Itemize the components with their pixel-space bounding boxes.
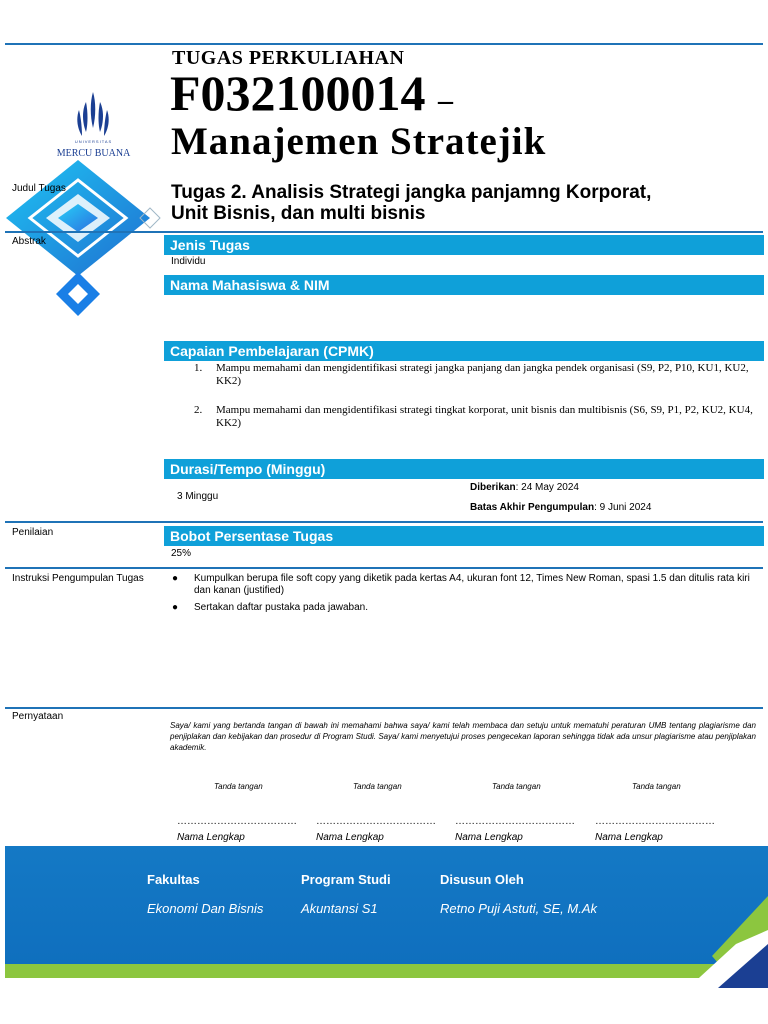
durasi-heading: Durasi/Tempo (Minggu)	[164, 459, 764, 479]
batas-value: : 9 Juni 2024	[594, 502, 652, 513]
title-dash: –	[438, 84, 454, 117]
bobot-value: 25%	[171, 548, 192, 559]
signature-label: Tanda tangan	[353, 782, 402, 791]
batas-line	[470, 502, 651, 513]
top-rule	[5, 43, 763, 45]
jenis-tugas-value: Individu	[171, 256, 206, 267]
signature-line: ………………………………	[595, 816, 715, 827]
cpmk-heading: Capaian Pembelajaran (CPMK)	[164, 341, 764, 361]
bobot-heading: Bobot Persentase Tugas	[164, 526, 764, 546]
task-title	[171, 182, 651, 224]
footer-fakultas-label: Fakultas	[147, 872, 200, 887]
logo-university-small: UNIVERSITAS	[74, 139, 113, 144]
label-judul-tugas: Judul Tugas	[12, 183, 66, 194]
penilaian-rule	[5, 521, 763, 523]
signature-line: ………………………………	[455, 816, 575, 827]
signature-label: Tanda tangan	[214, 782, 263, 791]
signature-name: Nama Lengkap	[177, 832, 245, 843]
nama-heading: Nama Mahasiswa & NIM	[164, 275, 764, 295]
diberikan-value: : 24 May 2024	[515, 482, 579, 493]
diberikan-label: Diberikan	[470, 482, 516, 493]
cpmk-item-text: Mampu memahami dan mengidentifikasi strategi jangka panjang dan jangka pendek organisasi (S9, P2, P10, KU1, KU2, KK2)	[216, 362, 749, 387]
course-name: Manajemen Stratejik	[171, 120, 547, 163]
footer-green-strip	[5, 964, 768, 978]
course-code: F032100014	[170, 65, 426, 121]
footer-disusun-value: Retno Puji Astuti, SE, M.Ak	[440, 901, 598, 916]
task-title-line2: Unit Bisnis, dan multi bisnis	[171, 203, 426, 224]
footer-disusun-label: Disusun Oleh	[440, 872, 524, 887]
footer-band	[5, 846, 768, 964]
signature-name: Nama Lengkap	[455, 832, 523, 843]
bullet-dot-icon: ●	[172, 573, 179, 584]
cpmk-item-text: Mampu memahami dan mengidentifikasi strategi tingkat korporat, unit bisnis dan multibisnis (S6, S9, P1, P2, KU2, KU4, KK2)	[216, 404, 753, 429]
instruksi-rule	[5, 567, 763, 569]
signature-label: Tanda tangan	[632, 782, 681, 791]
pernyataan-rule	[5, 707, 763, 709]
signature-label: Tanda tangan	[492, 782, 541, 791]
diberikan-line	[470, 482, 579, 493]
bullet-dot-icon: ●	[172, 602, 179, 613]
batas-label: Batas Akhir Pengumpulan	[470, 502, 595, 513]
footer-prodi-value: Akuntansi S1	[301, 901, 378, 916]
task-title-line1: Tugas 2. Analisis Strategi jangka panjamng Korporat,	[171, 182, 652, 203]
header-overline: TUGAS PERKULIAHAN	[172, 47, 405, 69]
label-instruksi: Instruksi Pengumpulan Tugas	[12, 573, 144, 584]
footer-fakultas-value: Ekonomi Dan Bisnis	[147, 901, 264, 916]
logo-university-name: MERCU BUANA	[56, 148, 131, 159]
signature-name: Nama Lengkap	[316, 832, 384, 843]
footer-prodi-label: Program Studi	[301, 872, 391, 887]
instruksi-text: Kumpulkan berupa file soft copy yang diketik pada kertas A4, ukuran font 12, Times New Roman, spasi 1.5 dan ditulis rata kiri dan kanan (justified)	[194, 573, 750, 596]
label-abstrak: Abstrak	[12, 236, 46, 247]
pernyataan-text: Saya/ kami yang bertanda tangan di bawah ini memahami bahwa saya/ kami telah membaca dan setuju untuk mematuhi peraturan UMB tentang plagiarisme dan penjiplakan dan kebijakan dan prosedur di Program Studi. Saya/ kami menyetujui proses pengecekan laporan sehingga tidak ada unsur plagiarisme atau penjiplakan akademik.	[170, 721, 756, 752]
label-penilaian: Penilaian	[12, 527, 54, 538]
jenis-tugas-heading: Jenis Tugas	[164, 235, 764, 255]
university-logo	[46, 88, 141, 168]
corner-accent-shape	[688, 896, 768, 988]
durasi-value: 3 Minggu	[177, 491, 219, 502]
signature-line: ………………………………	[316, 816, 436, 827]
cpmk-item-number: 1.	[194, 362, 203, 374]
cpmk-item-number: 2.	[194, 404, 203, 416]
title-rule	[5, 231, 763, 233]
instruksi-text: Sertakan daftar pustaka pada jawaban.	[194, 602, 369, 613]
label-pernyataan: Pernyataan	[12, 711, 64, 722]
signature-line: ………………………………	[177, 816, 297, 827]
signature-name: Nama Lengkap	[595, 832, 663, 843]
